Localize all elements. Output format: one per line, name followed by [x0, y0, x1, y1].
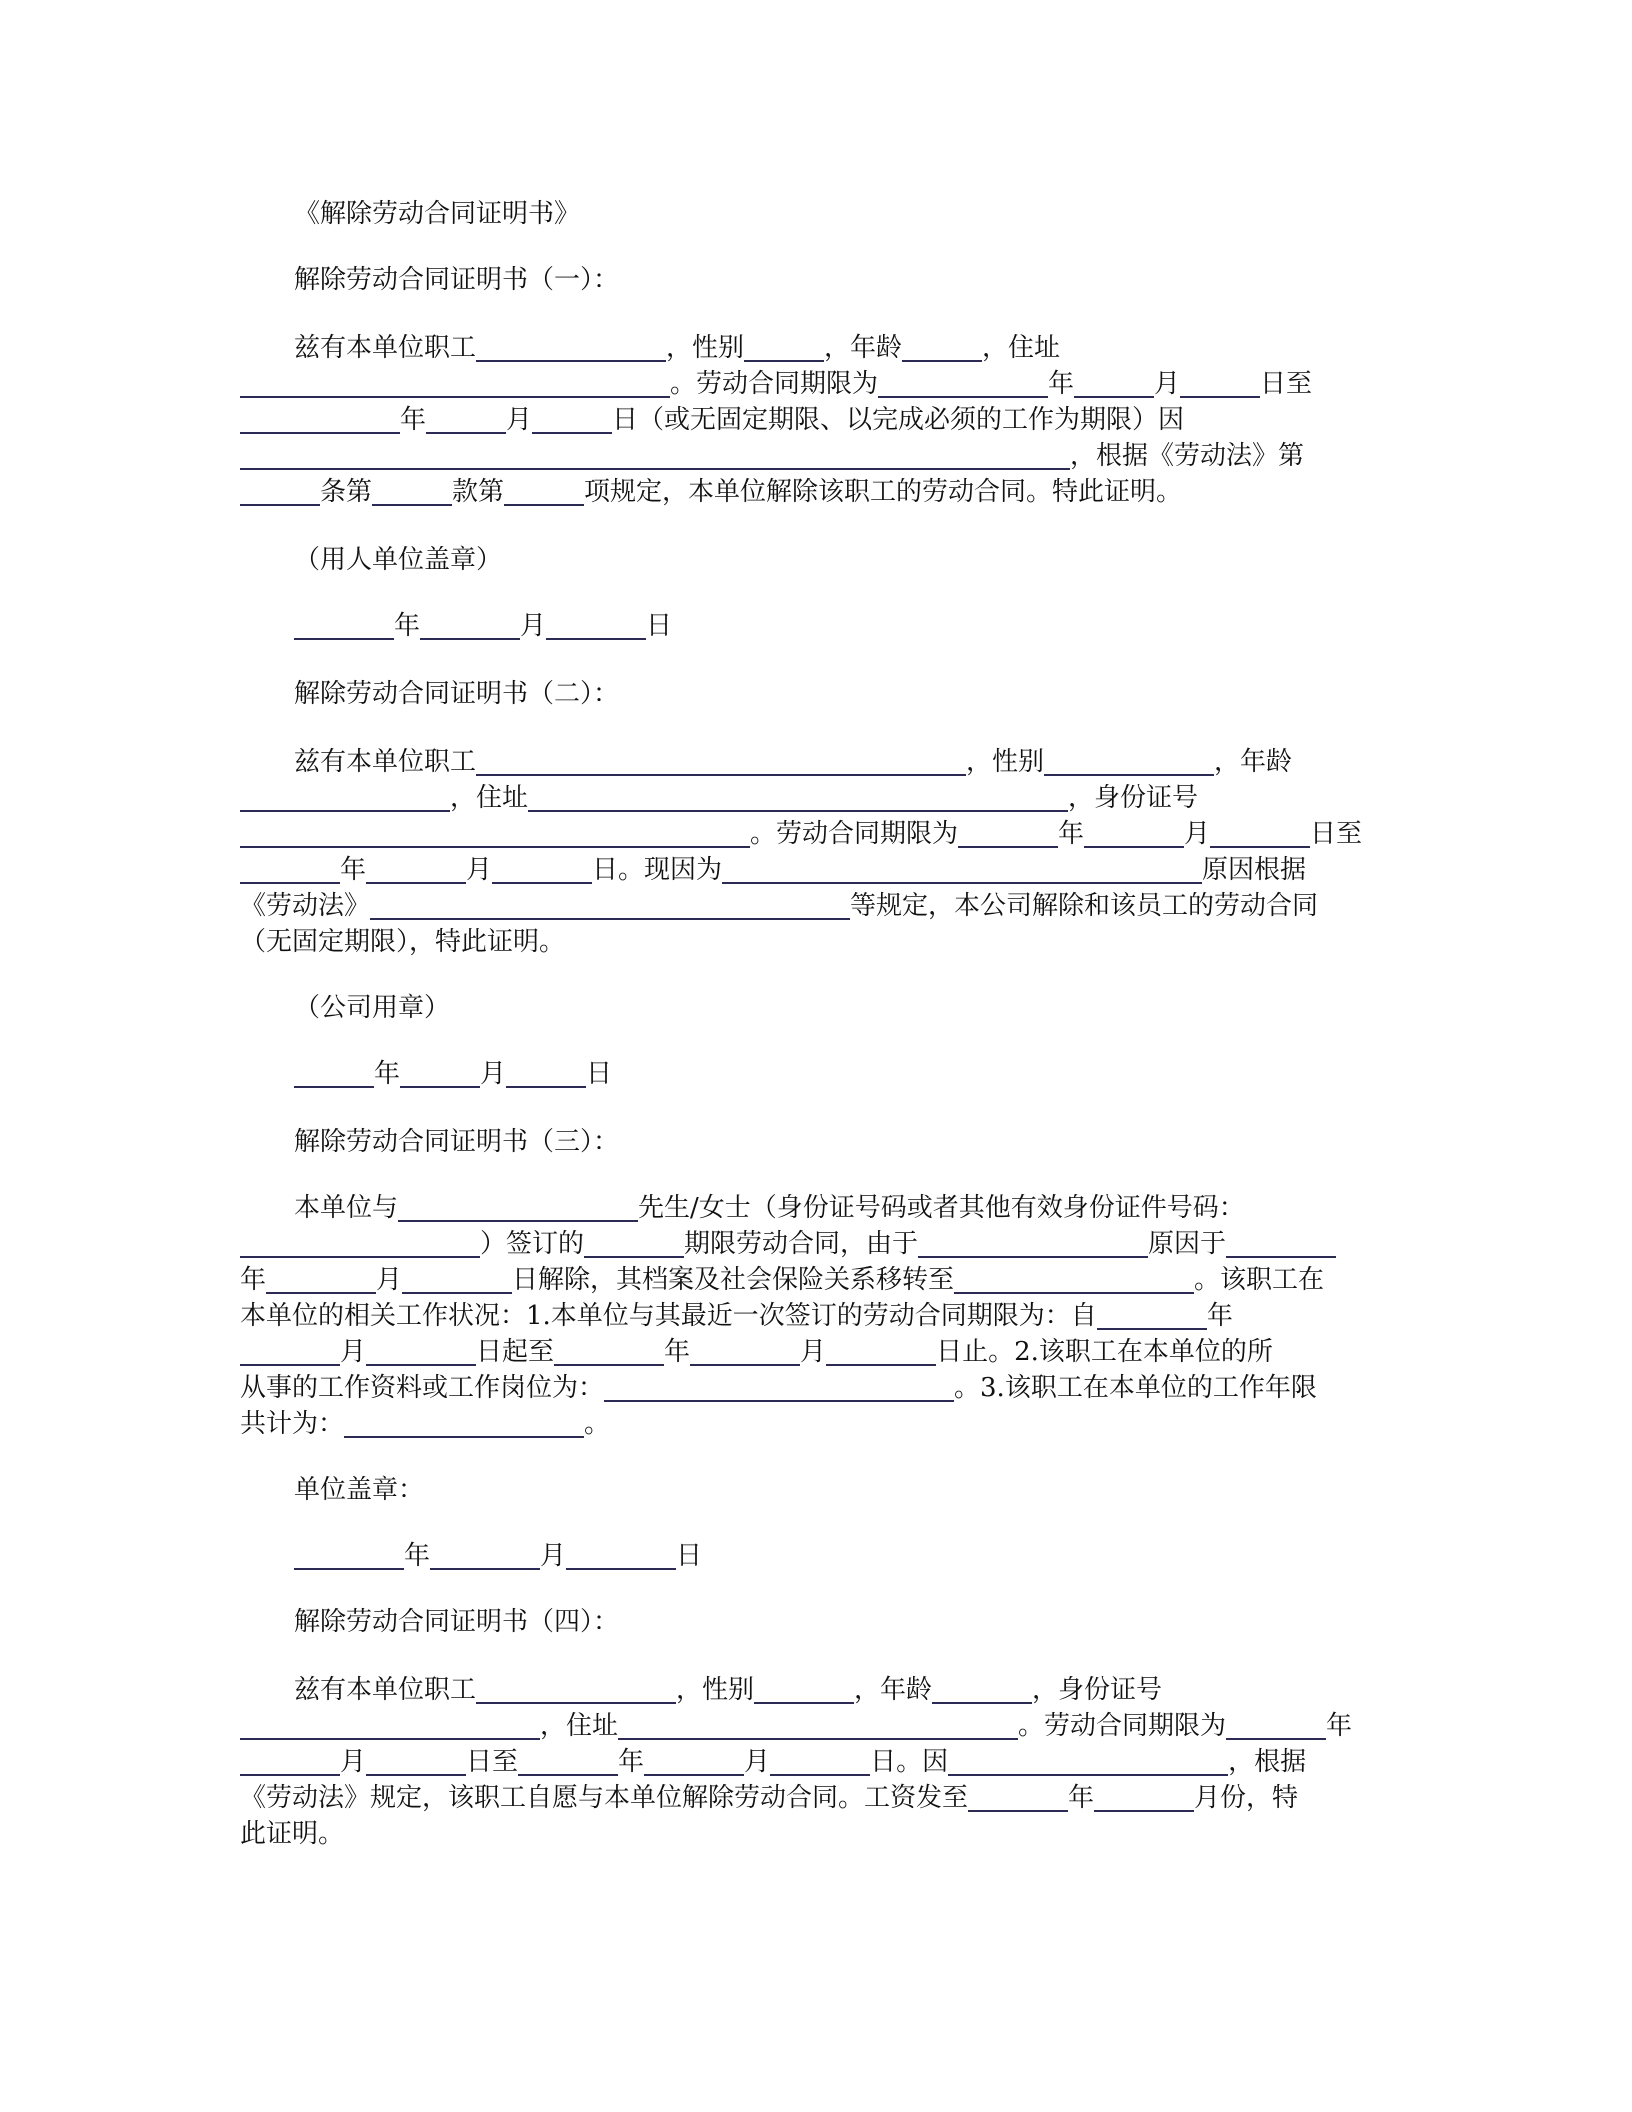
- line-text: 年: [1048, 369, 1075, 399]
- fill-in-blank: [528, 784, 1068, 812]
- document-line: [240, 1780, 1390, 1816]
- fill-in-blank: [506, 1060, 586, 1088]
- fill-in-blank: [370, 892, 850, 920]
- line-text: 年: [394, 611, 421, 641]
- line-text: 年: [400, 405, 427, 435]
- fill-in-blank: [554, 1338, 664, 1366]
- document-line: [240, 990, 1444, 1026]
- line-text: ，根据: [1228, 1747, 1307, 1777]
- line-text: 解除劳动合同证明书（三）：: [294, 1127, 620, 1157]
- line-text: 从事的工作资料或工作岗位为：: [240, 1373, 605, 1403]
- line-text: ，住址: [540, 1711, 619, 1741]
- line-text: 原因根据: [1202, 855, 1307, 885]
- fill-in-blank: [584, 1230, 684, 1258]
- line-text: 月: [1154, 369, 1181, 399]
- line-text: 年: [340, 855, 367, 885]
- fill-in-blank: [366, 1748, 466, 1776]
- line-text: 日: [586, 1059, 613, 1089]
- fill-in-blank: [398, 1194, 638, 1222]
- line-text: ，年龄: [1214, 747, 1293, 777]
- fill-in-blank: [266, 1266, 376, 1294]
- document-line: [240, 1334, 1390, 1370]
- document-line: [240, 1672, 1444, 1708]
- fill-in-blank: [402, 1266, 512, 1294]
- document-line: [240, 438, 1390, 474]
- fill-in-blank: [1226, 1712, 1326, 1740]
- line-text: 月: [800, 1337, 827, 1367]
- document-line: [240, 816, 1390, 852]
- document-line: [240, 924, 1390, 960]
- fill-in-blank: [420, 612, 520, 640]
- fill-in-blank: [400, 1060, 480, 1088]
- fill-in-blank: [240, 784, 450, 812]
- line-text: 《劳动法》规定，该职工自愿与本单位解除劳动合同。工资发至: [240, 1783, 969, 1813]
- fill-in-blank: [1094, 1784, 1194, 1812]
- fill-in-blank: [240, 1748, 340, 1776]
- fill-in-blank: [476, 334, 666, 362]
- line-text: 年: [404, 1541, 431, 1571]
- document-line: [240, 780, 1390, 816]
- line-text: 月: [340, 1337, 367, 1367]
- line-text: 兹有本单位职工: [294, 747, 477, 777]
- line-text: 日至: [466, 1747, 519, 1777]
- line-text: 款第: [452, 477, 505, 507]
- line-text: 年: [618, 1747, 645, 1777]
- line-text: 日: [646, 611, 673, 641]
- fill-in-blank: [492, 856, 592, 884]
- document-line: [240, 608, 1444, 644]
- line-text: 日至: [1310, 819, 1363, 849]
- fill-in-blank: [826, 1338, 936, 1366]
- fill-in-blank: [240, 370, 670, 398]
- line-text: 月: [506, 405, 533, 435]
- fill-in-blank: [754, 1676, 854, 1704]
- line-text: 本单位的相关工作状况：1.本单位与其最近一次签订的劳动合同期限为：自: [240, 1301, 1097, 1331]
- line-text: 。3.该职工在本单位的工作年限: [954, 1373, 1317, 1403]
- line-text: ，住址: [450, 783, 529, 813]
- fill-in-blank: [476, 1676, 676, 1704]
- line-text: ，年龄: [854, 1675, 933, 1705]
- fill-in-blank: [1226, 1230, 1336, 1258]
- line-text: ，住址: [982, 333, 1061, 363]
- line-text: 月: [540, 1541, 567, 1571]
- fill-in-blank: [604, 1374, 954, 1402]
- fill-in-blank: [1074, 370, 1154, 398]
- document-line: [240, 402, 1390, 438]
- document-line: [240, 366, 1390, 402]
- fill-in-blank: [644, 1748, 744, 1776]
- line-text: 条第: [320, 477, 373, 507]
- fill-in-blank: [1210, 820, 1310, 848]
- fill-in-blank: [426, 406, 506, 434]
- line-text: 日解除，其档案及社会保险关系移转至: [512, 1265, 955, 1295]
- fill-in-blank: [240, 478, 320, 506]
- line-text: ，性别: [966, 747, 1045, 777]
- document-line: [240, 1262, 1390, 1298]
- document-line: [240, 1744, 1390, 1780]
- line-text: 月: [480, 1059, 507, 1089]
- line-text: 等规定，本公司解除和该员工的劳动合同: [850, 891, 1319, 921]
- line-text: 日至: [1260, 369, 1313, 399]
- fill-in-blank: [240, 442, 1070, 470]
- fill-in-blank: [1180, 370, 1260, 398]
- line-text: 月: [466, 855, 493, 885]
- fill-in-blank: [430, 1542, 540, 1570]
- line-text: 兹有本单位职工: [294, 333, 477, 363]
- document-line: [240, 1226, 1390, 1262]
- fill-in-blank: [518, 1748, 618, 1776]
- line-text: 日。现因为: [592, 855, 723, 885]
- line-text: ）签订的: [480, 1229, 585, 1259]
- fill-in-blank: [240, 1338, 340, 1366]
- document-line: [240, 1190, 1444, 1226]
- line-text: 年: [240, 1265, 267, 1295]
- document-line: [240, 330, 1444, 366]
- line-text: 日止。2.该职工在本单位的所: [936, 1337, 1273, 1367]
- fill-in-blank: [240, 856, 340, 884]
- fill-in-blank: [504, 478, 584, 506]
- fill-in-blank: [770, 1748, 870, 1776]
- line-text: 项规定，本单位解除该职工的劳动合同。特此证明。: [584, 477, 1183, 507]
- fill-in-blank: [744, 334, 824, 362]
- fill-in-blank: [240, 1230, 480, 1258]
- fill-in-blank: [954, 1266, 1194, 1294]
- fill-in-blank: [722, 856, 1202, 884]
- fill-in-blank: [240, 406, 400, 434]
- line-text: 本单位与: [294, 1193, 399, 1223]
- line-text: ，身份证号: [1032, 1675, 1163, 1705]
- fill-in-blank: [1044, 748, 1214, 776]
- line-text: 。劳动合同期限为: [1018, 1711, 1227, 1741]
- fill-in-blank: [1097, 1302, 1207, 1330]
- fill-in-blank: [532, 406, 612, 434]
- line-text: 日起至: [476, 1337, 555, 1367]
- fill-in-blank: [968, 1784, 1068, 1812]
- fill-in-blank: [366, 1338, 476, 1366]
- line-text: 年: [664, 1337, 691, 1367]
- line-text: 月: [744, 1747, 771, 1777]
- document-line: [240, 1708, 1390, 1744]
- document-line: [240, 1816, 1390, 1852]
- fill-in-blank: [476, 748, 966, 776]
- line-text: 月: [520, 611, 547, 641]
- line-text: 年: [1326, 1711, 1353, 1741]
- line-text: （无固定期限），特此证明。: [240, 927, 566, 957]
- line-text: 。劳动合同期限为: [670, 369, 879, 399]
- document-line: [240, 852, 1390, 888]
- fill-in-blank: [546, 612, 646, 640]
- line-text: 单位盖章：: [294, 1475, 425, 1505]
- line-text: 年: [1206, 1301, 1233, 1331]
- line-text: 期限劳动合同，由于: [684, 1229, 919, 1259]
- line-text: 日: [676, 1541, 703, 1571]
- fill-in-blank: [240, 1712, 540, 1740]
- line-text: ，年龄: [824, 333, 903, 363]
- fill-in-blank: [240, 820, 750, 848]
- document-line: [240, 676, 1444, 712]
- line-text: 。: [584, 1409, 611, 1439]
- document-line: [240, 474, 1390, 510]
- line-text: 日。因: [870, 1747, 949, 1777]
- document-line: [240, 196, 1444, 232]
- line-text: 。该职工在: [1194, 1265, 1325, 1295]
- fill-in-blank: [690, 1338, 800, 1366]
- document-line: [240, 1472, 1444, 1508]
- line-text: ，性别: [666, 333, 745, 363]
- fill-in-blank: [918, 1230, 1148, 1258]
- document-line: [240, 888, 1390, 924]
- line-text: 《劳动法》: [240, 891, 371, 921]
- fill-in-blank: [566, 1542, 676, 1570]
- fill-in-blank: [878, 370, 1048, 398]
- document-line: [240, 1124, 1444, 1160]
- line-text: 兹有本单位职工: [294, 1675, 477, 1705]
- line-text: 。劳动合同期限为: [750, 819, 959, 849]
- line-text: （用人单位盖章）: [294, 545, 503, 575]
- line-text: （公司用章）: [294, 993, 451, 1023]
- line-text: 解除劳动合同证明书（四）：: [294, 1607, 620, 1637]
- line-text: ，身份证号: [1068, 783, 1199, 813]
- line-text: 共计为：: [240, 1409, 345, 1439]
- fill-in-blank: [932, 1676, 1032, 1704]
- line-text: 月份，特: [1194, 1783, 1299, 1813]
- document-line: [240, 262, 1444, 298]
- line-text: 月: [340, 1747, 367, 1777]
- document-line: [240, 744, 1444, 780]
- fill-in-blank: [366, 856, 466, 884]
- line-text: 年: [1058, 819, 1085, 849]
- document-line: [240, 1298, 1390, 1334]
- document-line: [240, 1604, 1444, 1640]
- line-text: 先生/女士（身份证号码或者其他有效身份证件号码：: [638, 1193, 1245, 1223]
- line-text: 日（或无固定期限、以完成必须的工作为期限）因: [612, 405, 1185, 435]
- line-text: 年: [374, 1059, 401, 1089]
- line-text: 月: [1184, 819, 1211, 849]
- fill-in-blank: [372, 478, 452, 506]
- fill-in-blank: [948, 1748, 1228, 1776]
- document-line: [240, 1056, 1444, 1092]
- line-text: ，性别: [676, 1675, 755, 1705]
- document-line: [240, 542, 1444, 578]
- fill-in-blank: [294, 1060, 374, 1088]
- fill-in-blank: [618, 1712, 1018, 1740]
- fill-in-blank: [294, 1542, 404, 1570]
- fill-in-blank: [344, 1410, 584, 1438]
- line-text: 月: [376, 1265, 403, 1295]
- fill-in-blank: [1084, 820, 1184, 848]
- fill-in-blank: [958, 820, 1058, 848]
- line-text: 解除劳动合同证明书（二）：: [294, 679, 620, 709]
- line-text: 《解除劳动合同证明书》: [294, 199, 581, 229]
- document-line: [240, 1406, 1390, 1442]
- line-text: 原因于: [1148, 1229, 1227, 1259]
- line-text: 解除劳动合同证明书（一）：: [294, 265, 620, 295]
- fill-in-blank: [294, 612, 394, 640]
- fill-in-blank: [902, 334, 982, 362]
- line-text: 此证明。: [240, 1819, 345, 1849]
- line-text: 年: [1068, 1783, 1095, 1813]
- line-text: ，根据《劳动法》第: [1070, 441, 1305, 471]
- document-line: [240, 1370, 1390, 1406]
- document-line: [240, 1538, 1444, 1574]
